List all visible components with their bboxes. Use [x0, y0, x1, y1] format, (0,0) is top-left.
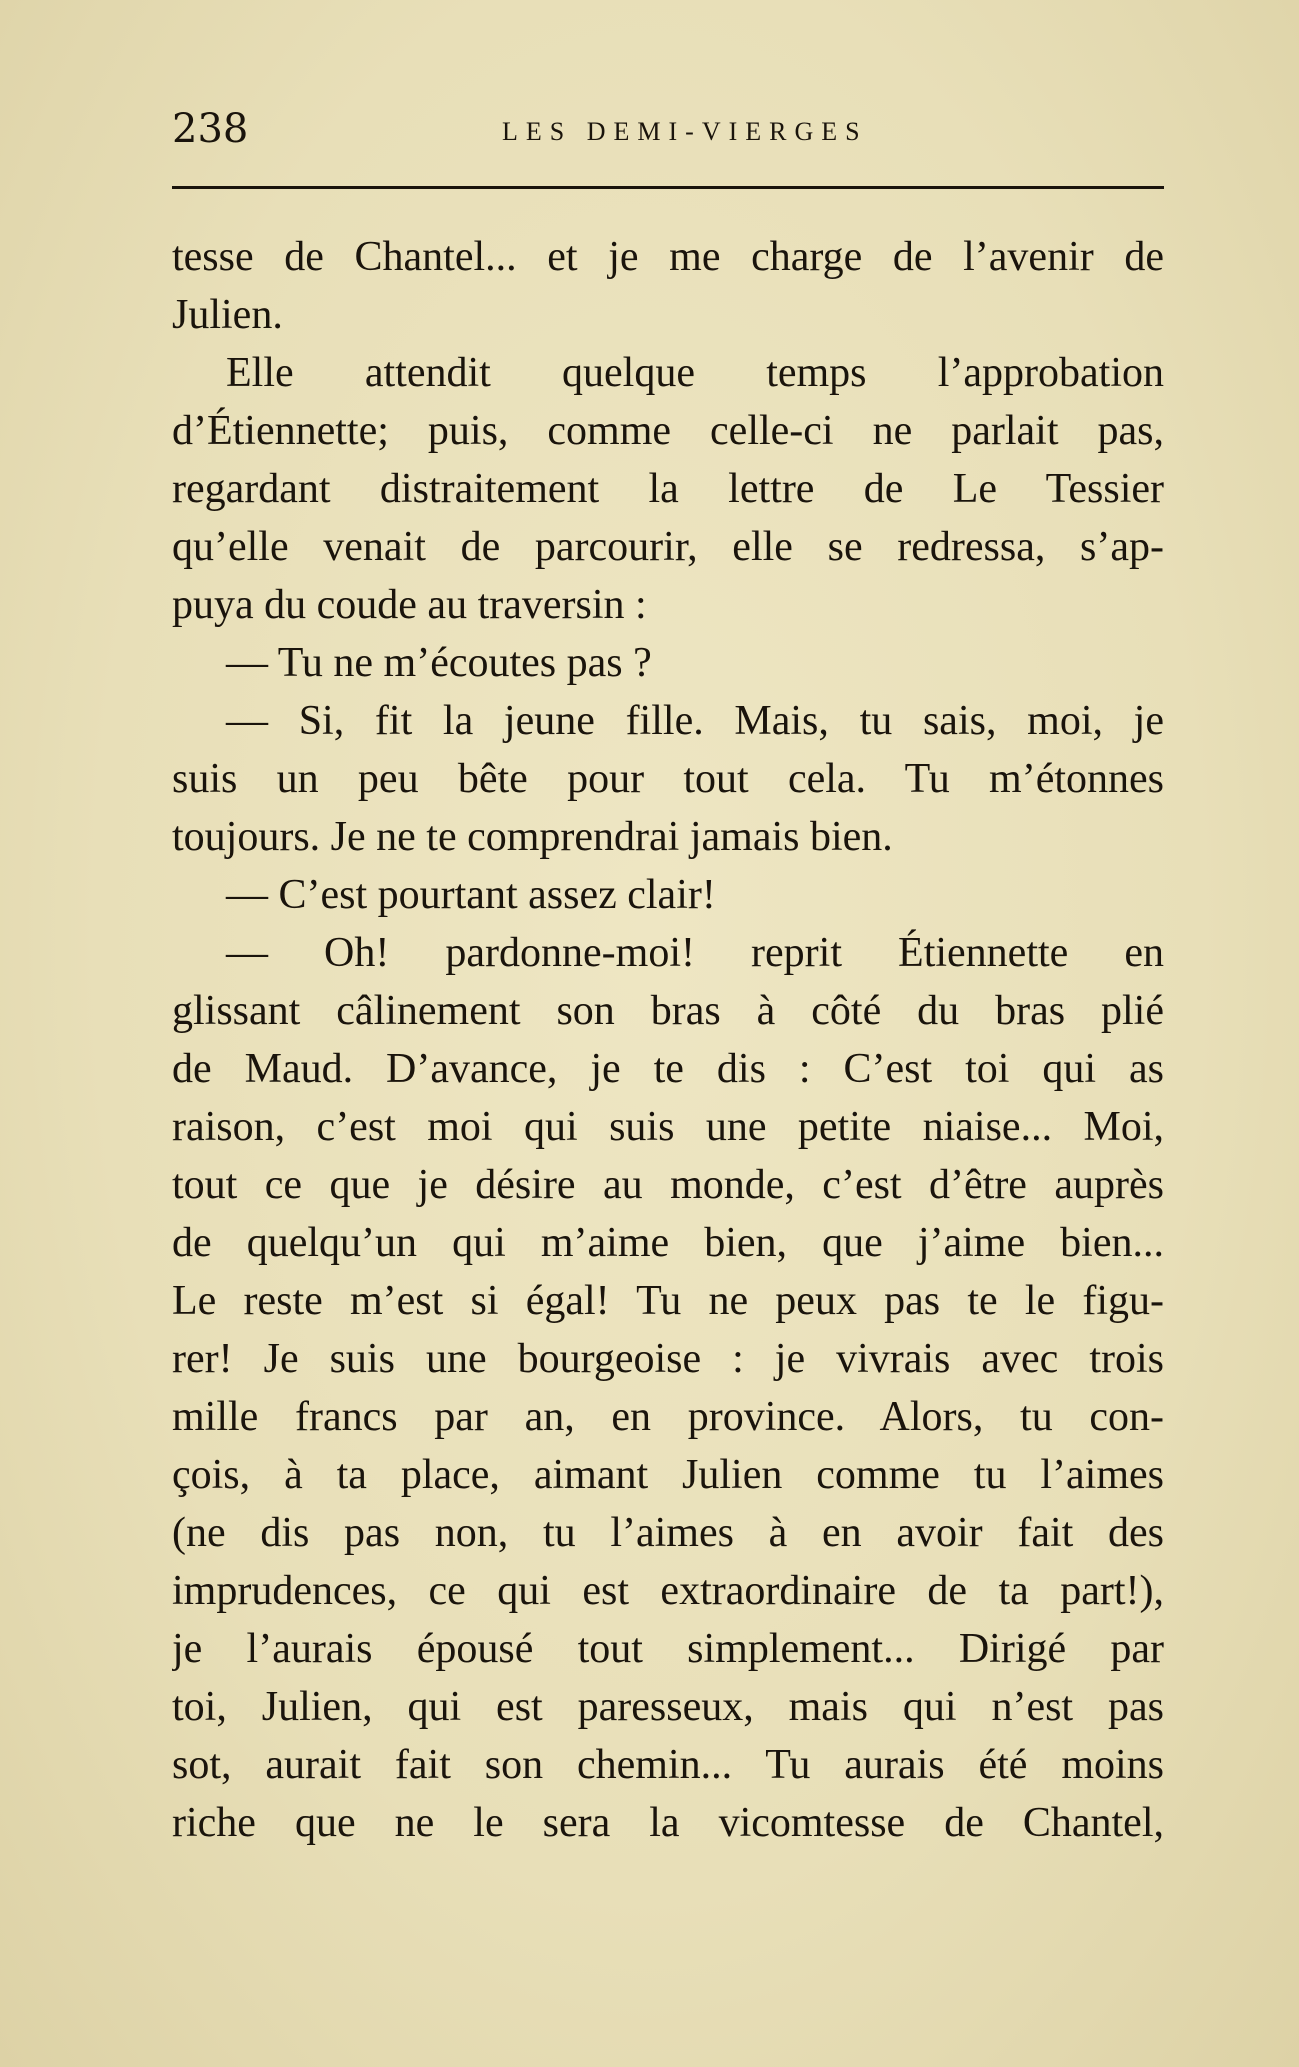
- text-line: — Si, fit la jeune fille. Mais, tu sais, moi, je: [226, 698, 1164, 744]
- text-line: toi, Julien, qui est paresseux, mais qui n’est pas: [172, 1684, 1164, 1730]
- text-line: de Maud. D’avance, je te dis : C’est toi qui as: [172, 1046, 1164, 1092]
- text-line: glissant câlinement son bras à côté du bras plié: [172, 988, 1164, 1034]
- text-line: toujours. Je ne te comprendrai jamais bien.: [172, 814, 893, 860]
- text-line: riche que ne le sera la vicomtesse de Chantel,: [172, 1800, 1164, 1846]
- text-line: d’Étiennette; puis, comme celle-ci ne parlait pas,: [172, 408, 1164, 454]
- text-line: çois, à ta place, aimant Julien comme tu l’aimes: [172, 1452, 1164, 1498]
- text-line: qu’elle venait de parcourir, elle se redressa, s’ap-: [172, 524, 1164, 570]
- text-line: suis un peu bête pour tout cela. Tu m’étonnes: [172, 756, 1164, 802]
- text-line: sot, aurait fait son chemin... Tu aurais été moins: [172, 1742, 1164, 1788]
- text-line: (ne dis pas non, tu l’aimes à en avoir fait des: [172, 1510, 1164, 1556]
- text-line: imprudences, ce qui est extraordinaire de ta part!),: [172, 1568, 1164, 1614]
- text-line: tesse de Chantel... et je me charge de l’avenir de: [172, 234, 1164, 280]
- text-line: Elle attendit quelque temps l’approbation: [226, 350, 1164, 396]
- running-head: LES DEMI-VIERGES: [502, 117, 868, 146]
- text-line: de quelqu’un qui m’aime bien, que j’aime bien...: [172, 1220, 1164, 1266]
- text-line: regardant distraitement la lettre de Le Tessier: [172, 466, 1164, 512]
- body-text: [172, 228, 1164, 1852]
- text-line: raison, c’est moi qui suis une petite niaise... Moi,: [172, 1104, 1164, 1150]
- text-line: — C’est pourtant assez clair!: [226, 872, 716, 918]
- text-line: Le reste m’est si égal! Tu ne peux pas te le figu-: [172, 1278, 1164, 1324]
- page-header: [172, 104, 1164, 154]
- text-line: tout ce que je désire au monde, c’est d’être auprès: [172, 1162, 1164, 1208]
- header-rule: [172, 186, 1164, 189]
- text-line: puya du coude au traversin :: [172, 582, 647, 628]
- text-line: Julien.: [172, 292, 283, 338]
- text-line: — Oh! pardonne-moi! reprit Étiennette en: [226, 930, 1164, 976]
- text-line: mille francs par an, en province. Alors, tu con-: [172, 1394, 1164, 1440]
- page-number: 238: [172, 106, 249, 152]
- text-line: rer! Je suis une bourgeoise : je vivrais avec trois: [172, 1336, 1164, 1382]
- text-line: — Tu ne m’écoutes pas ?: [226, 640, 652, 686]
- text-line: je l’aurais épousé tout simplement... Dirigé par: [172, 1626, 1164, 1672]
